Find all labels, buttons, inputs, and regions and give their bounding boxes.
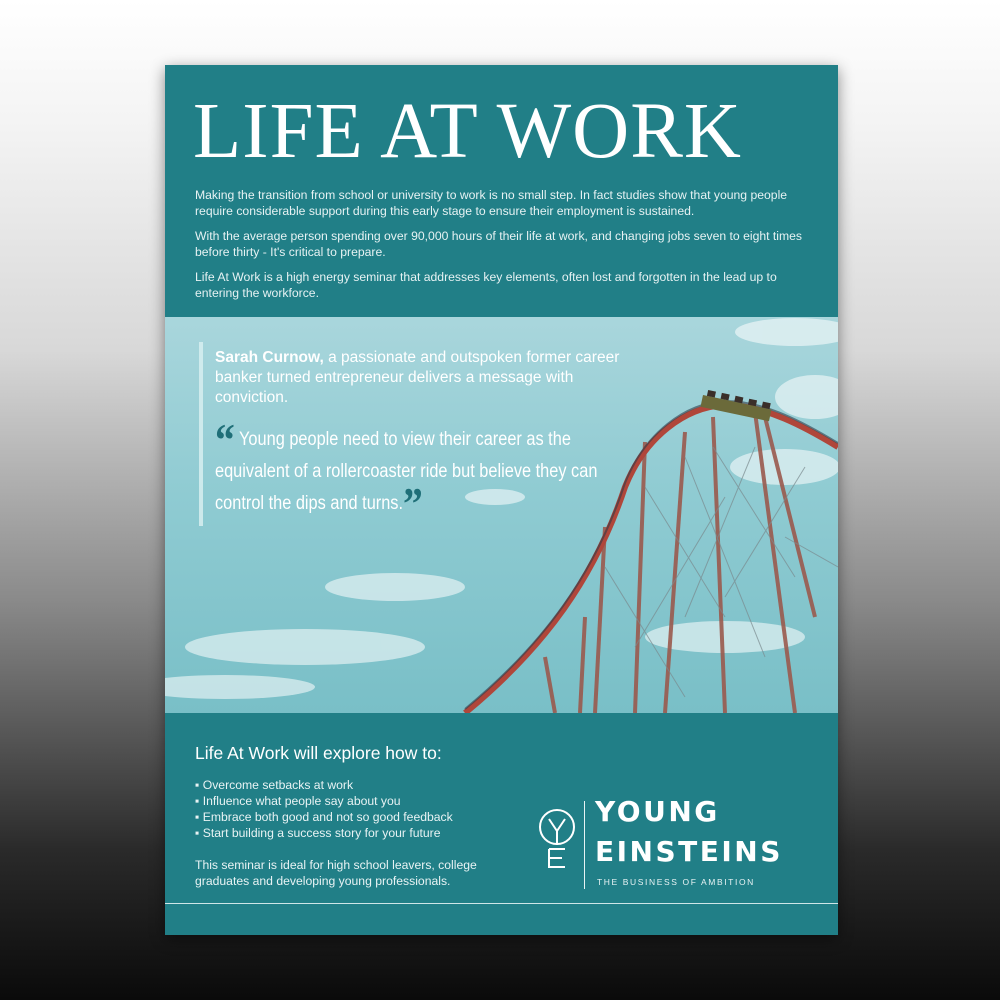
speaker-description: a passionate and outspoken former career banker turned entrepreneur delivers a message with conviction. [215,349,620,406]
intro-paragraph-1: Making the transition from school or university to work is no small step. In fact studies show that young people require considerable support during this early stage to ensure their employment is sustained. [195,188,788,218]
brand-name-line-2: EINSTEINS [595,835,783,868]
list-item: ▪ Start building a success story for your future [195,825,453,841]
quote-bar [199,342,203,526]
list-item: ▪ Overcome setbacks at work [195,777,453,793]
young-einsteins-logo [537,795,827,896]
list-item: ▪ Embrace both good and not so good feedback [195,809,453,825]
open-quote-icon: “ [215,414,235,465]
logo-divider [584,801,585,889]
intro-paragraph-3: Life At Work is a high energy seminar that addresses key elements, often lost and forgotten in the lead up to entering the workforce. [195,270,777,300]
intro-paragraph-2: With the average person spending over 90,000 hours of their life at work, and changing jobs seven to eight times before thirty - It's critical to prepare. [195,229,803,259]
lightbulb-ye-icon [537,801,581,889]
quote-text: Young people need to view their career as the equivalent of a rollercoaster ride but believe they can control the dips and turns. [215,429,598,514]
bullet-list [195,777,453,841]
explore-heading: Life At Work will explore how to: [195,743,442,763]
intro-text [195,187,811,310]
page-title: LIFE AT WORK [193,88,742,175]
speaker-intro [215,348,635,408]
pull-quote [215,414,619,529]
flyer [165,65,838,935]
hero-image-section [165,317,838,713]
header-section [165,65,838,317]
close-quote-icon: ” [403,478,423,529]
list-item: ▪ Influence what people say about you [195,793,453,809]
speaker-name: Sarah Curnow, [215,349,324,366]
brand-name-line-1: YOUNG [595,795,720,828]
brand-tagline: THE BUSINESS OF AMBITION [597,877,755,887]
bottom-section [165,713,838,935]
footer-rule [165,903,838,904]
ideal-audience-text: This seminar is ideal for high school leavers, college graduates and developing young professionals. [195,858,477,888]
